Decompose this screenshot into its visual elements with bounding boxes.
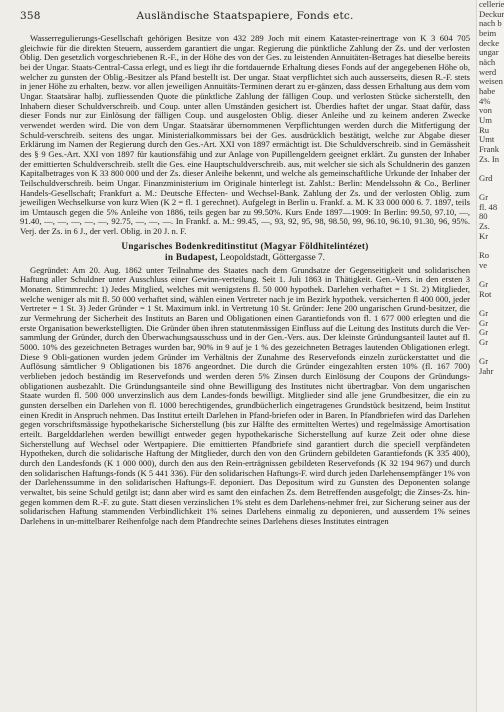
edge-fragment: beim: [479, 27, 497, 38]
paragraph-water-regulation: Wasserregulierungs-Gesellschaft gehörigen Besitze von 432 289 Joch mit einem Kataster-reinertrage von K 3 604 705 gleichwie für die direkten Steuern, ausserdem garantiert die ungar. Regierung die pünktliche Zahlung der Zs. und der verlosten Oblig. Den gesetzlich vorgeschriebenen R.-F., in der Höhe des von der Ges. zu leistenden Annuitäten-Betrages hat dieselbe bereits bei der Ungar. Staats-Central-Cassa erlegt, und es liegt ihr die fortdauernde Erhaltung dieses Fonds auf der angegebenen Höhe ob, welcher zu gunsten der Oblig.-Besitzer als Pfand bestellt ist. Der ungar. Staat verpflichtet sich auch ausserseits, diesen R.-F. stets in jener Höhe zu erhalten, bezw. vor allen jeweiligen Annuitäts-Terminen derart zu er-gänzen, dass dessen Erhaltung aus dem vom Ungar. Staatsärar halbj. zufliessenden Quote die pünktliche Zahlung der fälligen Coup. und verlosten Stücke sicherstellt, den Inhabern dieser Schuldverschreib. und Coup. unter allen Umständen gesichert ist. Überdies haftet der ungar. Staat dafür, dass dieser Fonds nur zur Einlösung der fälligen Coup. und ausgelosten Oblig. dieser Anleihe und zu keinem anderen Zwecke verwendet werden wird. Die von dem Ungar. Staatsärar übernommenen Verpflichtungen werden durch die Mitfertigung der Schuld-verschreib. seitens des ungar. Ministerialkommissars bei der Ges. ausdrücklich bestätigt, welche zur Abgabe dieser Erklärung im Namen der Regierung durch den Ges.-Art. XXI von 1897 ermächtigt ist. Die Schuldverschreib. sind in Gemässheit des § 9 Ges.-Art. XXI von 1897 für kautionsfähig und zur Anlage von Pupillengeldern geeignet erklärt. Zu gunsten der Inhaber der emittierten Schuldverschreib. stellt die Ges. eine Hauptschuldverschreib. aus, mit welcher sie sich als Schuldnerin des ganzen Kapitalbetrages von K 33 800 000 und der Zs. dieser Anleihe bekennt, und welche als gemeinschaftliche Urkunde der Inhaber der Teilschuldverschreib. beim Ungar. Finanzministerium im Originale hinterlegt ist. Zahlst.: Berlin: Mendelssohn & Co., Berliner Handels-Gesellschaft; Frankfurt a. M.: Deutsche Effecten- und Wechsel-Bank. Zahlung der Zs. und der verlosten Oblig. zum jeweiligen Wechselkurse von kurz Wien (K 2 = fl. 1 gerechnet). Aufgelegt in Berlin u. Frankf. a. M. K 33 000 000 6. 7. 1897, teils im Umtausch gegen die 5% Anleihe von 1886, teils gegen bar zu 99.50%. Kurs Ende 1897—1909: In Berlin: 99.50, 97.10, —, 91.40, —, —, —, —, —, 92.75, —, —, —. In Frankf. a. M.: 99.45, —, 93, 92, 95, 98, 98.50, 99, 96.10, 96.10, 91.30, 96, 95%. Verj. der Zs. in 6 J., der verl. Oblig. in 20 J. n. F.: [20, 33, 470, 237]
edge-fragment: Zs.: [479, 221, 490, 232]
edge-fragment: Gr: [479, 317, 489, 328]
edge-fragment: Gr: [479, 308, 489, 318]
page-header: [20, 10, 470, 24]
edge-fragment: werd: [479, 66, 497, 77]
edge-fragment: Ro: [479, 250, 490, 261]
edge-fragment: Ru: [479, 124, 490, 135]
edge-fragment: ve: [479, 259, 488, 270]
edge-fragment: näch: [479, 56, 496, 67]
edge-fragment: habe: [479, 85, 496, 96]
paragraph-land-credit-institute: Gegründet: Am 20. Aug. 1862 unter Teilnahme des Staates nach dem Grundsatze der Gegenseitigkeit und solidarischen Haftung aller Schuldner unter Ausschluss einer Gewinn-verteilung. Seit 1. Juli 1863 in Thätigkeit. Gen.-Vers. in den ersten 3 Monaten. Stimmrecht: 1) Jedes Mitglied, welches mit wenigstens fl. 50 000 hypothek. Darlehen verhaftet = 1 St. 2) Mitglieder, welche weniger als mit fl. 50 000 verhaftet sind, wählen einen Vertreter nach je im Bezirk hypothek. versicherten fl 400 000, jeder Vertreter = 1 St. 3) Jeder Gründer = 1 St. Maximum inkl. in Vertretung 10 St. Gründer: Jene 200 ungarischen Grund-besitzer, die zur Vermehrung der Sicherheit des Instituts an Baren und Obligationen einen Garantiefonds von fl. 1 677 000 erlegten und die erste Organisation bewerkstelligten. Die Gründer üben ihren statutenmässigen Einfluss auf die Leitung des Instituts durch die Ver-sammlung der Gründer, durch den Überwachungsausschuss und in der Gen.-Vers. aus. Der kleinste Gründungsanteil lautet auf fl. 5000. 10% des gezeichneten Betrages wurden bar, 90% in 9 auf je 1 % des gezeichneten Betrages lautenden Obligationen erlegt. Diese 9 Obli-gationen wurden jedem Gründer im Verhältnis der Zunahme des Reservefonds einzeln zurückerstattet und die Auflösung sämtlicher 9 Obligationen bis 1876 angeordnet. Die durch die Gründer eingezahlten ersten 10% (fl. 167 700) verblieben jedoch beständig im Reservefonds und werden deren 5% Zinsen durch Einlösung der Coupons der Gründungs-obligationen ausbezahlt. Die Gründungsanteile sind ohne Bewilligung des Institutes nicht übertragbar. Von dem ungarischen Staate wurden fl. 500 000 unverzinslich aus dem Landes-fonds bewilligt. Mitglieder sind alle jene Grundbesitzer, die ein zu gunsten derselben ein Darlehen von fl. 1000 berechtigendes, grundbücherlich eingetragenes Grundstück besitzend, beim Institut einen Kredit in Anspruch nehmen. Das Institut erteilt Darlehen in Pfand-briefen oder in Baren. In Pfandbriefen wird das Darlehen gegen vorschriftsmässige hypothekarische Sicherstellung (bis zur Hälfte des ermittelten Wertes) und regelmässige Amortisation erteilt. Bargelddarlehen werden bewilligt entweder gegen hypothekarische Sicherstellung auf kurze Zeit oder ohne diese Sicherstellung auf Wechsel oder Wertpapiere. Die emittierten Pfandbriefe sind garantiert durch die speciell verpfändeten Hypotheken, durch die solidarische Haftung der Mitglieder, durch den von den Gründern gebildeten Garantiefonds (K 335 400), durch den Landesfonds (K 1 000 000), durch den aus den Rein-erträgnissen gebildeten Reservefonds (K 32 194 967) und durch den solidarischen Haftungs-fonds (K 5 441 336). Für den solidarischen Haftungs-F. wird durch jeden Darlehensempfänger 1% von der Darlehenssumme in den solidarischen Haftungs-F. deponiert. Das Depositum wird zu Gunsten des Deponenten solange verwaltet, bis seine Schuld getilgt ist; dann aber wird es samt den einfachen Zs. dem Betreffenden ausgefolgt; die Zinses-Zs. hin-gegen kommen dem R.-F. zu gute. Statt diesen verzinslichen 1% steht es dem Darlehens-nehmer frei, zur Sicherung seiner aus der solidarischen Haftung stammenden Verbindlichkeit 1% seines Darlehens einmalig zu deponieren, und ausserdem 1% seines Darlehens in un-mittelbarer Reihenfolge nach dem Pfandrechte seines Darlehens dieses Institutes eintragen: [20, 264, 470, 526]
edge-fragment: cellerie: [479, 0, 504, 9]
edge-fragment: weisen: [479, 76, 503, 87]
running-title: Ausländische Staatspapiere, Fonds etc.: [136, 10, 354, 22]
page-number: 358: [20, 10, 41, 22]
edge-fragment: Gr: [479, 356, 489, 367]
edge-fragment: decke: [479, 37, 500, 48]
edge-fragment: Gr: [479, 192, 489, 203]
edge-fragment: Umt: [479, 134, 495, 145]
edge-fragment: Gr: [479, 327, 489, 338]
adjacent-page-edge: [476, 0, 504, 712]
section-heading: [20, 241, 470, 263]
edge-fragment: Zs. In: [479, 153, 500, 164]
edge-fragment: ungar: [479, 47, 499, 58]
edge-fragment: Jahr: [479, 365, 494, 376]
edge-fragment: Kr: [479, 230, 489, 241]
institution-name: Ungarisches Bodenkreditinstitut (Magyar Földhitelintézet): [121, 240, 369, 251]
edge-fragment: Rot: [479, 288, 492, 299]
edge-fragment: Frank: [479, 143, 500, 154]
edge-fragment: fl. 48: [479, 201, 498, 212]
edge-fragment: Grd: [479, 172, 493, 183]
edge-fragment: 80: [479, 211, 488, 222]
edge-fragment: Deckur: [479, 8, 504, 19]
edge-fragment: 4%: [479, 95, 491, 106]
edge-fragment: Gr: [479, 336, 489, 347]
edge-fragment: nach b: [479, 18, 502, 29]
edge-fragment: Um: [479, 114, 492, 125]
edge-fragment: Gr: [479, 279, 489, 290]
institution-address: Leopoldstadt, Göttergasse 7.: [219, 251, 325, 262]
edge-fragment: von: [479, 105, 492, 116]
institution-location: in Budapest,: [165, 251, 218, 262]
